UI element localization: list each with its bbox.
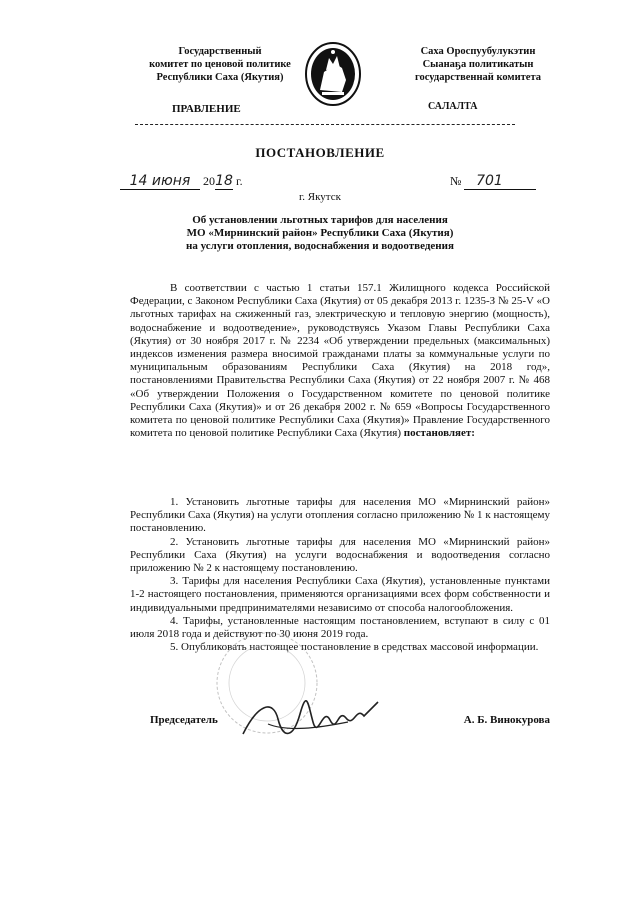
issuer-line: Республики Саха (Якутия)	[156, 72, 284, 83]
resolution-item: 4. Тарифы, установленные настоящим постановлением, вступают в силу с 01 июля 2018 года и действуют по 30 июня 2019 года.	[130, 614, 550, 641]
coat-of-arms-icon	[302, 40, 364, 108]
date-year-suffix: 18	[215, 173, 233, 189]
preamble-decision: постановляет:	[403, 427, 475, 440]
subject-line: Об установлении льготных тарифов для населения	[192, 214, 448, 226]
signer-name: А. Б. Винокурова	[463, 714, 550, 726]
date-day-month: 14 июня	[120, 173, 200, 190]
date-year-prefix: 20	[203, 174, 215, 188]
subject-line: МО «Мирнинский район» Республики Саха (Якутия)	[186, 227, 454, 239]
document-subject	[0, 214, 640, 253]
document-title: ПОСТАНОВЛЕНИЕ	[255, 145, 385, 160]
document-city: г. Якутск	[299, 191, 341, 203]
department-left: ПРАВЛЕНИЕ	[172, 103, 241, 115]
date-year-unit: г.	[236, 174, 243, 188]
resolution-item: 2. Установить льготные тарифы для населения МО «Мирнинский район» Республики Саха (Якутия) на услуги водоснабжения и водоотведения согласно приложению № 2 к настоящему постановлению.	[130, 535, 550, 575]
preamble-text: В соответствии с частью 1 статьи 157.1 Жилищного кодекса Российской Федерации, с Законом Республики Саха (Якутия) от 05 декабря 2013 г. 1235-З № 25-V «О льготных тарифах на сжиженный газ, электрическую и тепловую энергию (мощность), водоснабжение и водоотведение», руководствуясь Указом Главы Республики Саха (Якутия) от 30 ноября 2017 г. № 2234 «Об утверждении предельных (максимальных) индексов изменения размера вносимой гражданами платы за коммунальные услуги по муниципальным образованиям Республики Саха (Якутия) на 2018 год», постановлениями Правительства Республики Саха (Якутия) от 22 ноября 2007 г. № 468 «Об утверждении Положения о Государственном комитете по ценовой политике Республики Саха (Якутия)» и от 26 декабря 2002 г. № 659 «Вопросы Государственного комитета по ценовой политике Республики Саха (Якутия)» Правление Государственного комитета по ценовой политике Республики Саха (Якутия)	[130, 282, 550, 440]
document-number	[450, 173, 536, 190]
issuer-line: Саха Ороспуубулукэтин	[420, 46, 536, 57]
number-sign: №	[450, 174, 462, 188]
handwritten-signature	[238, 694, 398, 744]
header-divider	[135, 124, 515, 125]
resolution-item: 3. Тарифы для населения Республики Саха (Якутия), установленные пунктами 1-2 настоящего постановления, применяются организациями всех форм собственности и индивидуальными предпринимателями независимо от способа налогообложения.	[130, 575, 550, 614]
number-value: 701	[464, 173, 514, 190]
issuer-line: государственнай комитета	[415, 72, 541, 83]
document-date	[120, 173, 243, 190]
department-right: САЛАЛТА	[428, 101, 478, 112]
issuer-line: комитет по ценовой политике	[149, 59, 291, 70]
issuer-name-ru	[140, 45, 300, 84]
resolution-items	[130, 496, 550, 654]
preamble	[130, 282, 550, 440]
issuer-name-sah	[388, 45, 568, 84]
signer-title: Председатель	[150, 714, 218, 726]
resolution-item: 5. Опубликовать настоящее постановление в средствах массовой информации.	[170, 641, 539, 654]
subject-line: на услуги отопления, водоснабжения и водоотведения	[186, 240, 454, 252]
issuer-line: Сыанаҕа политикатын	[422, 59, 534, 70]
issuer-line: Государственный	[178, 46, 262, 57]
resolution-item: 1. Установить льготные тарифы для населения МО «Мирнинский район» Республики Саха (Якутия) на услуги отопления согласно приложению № 1 к настоящему постановлению.	[130, 496, 550, 535]
